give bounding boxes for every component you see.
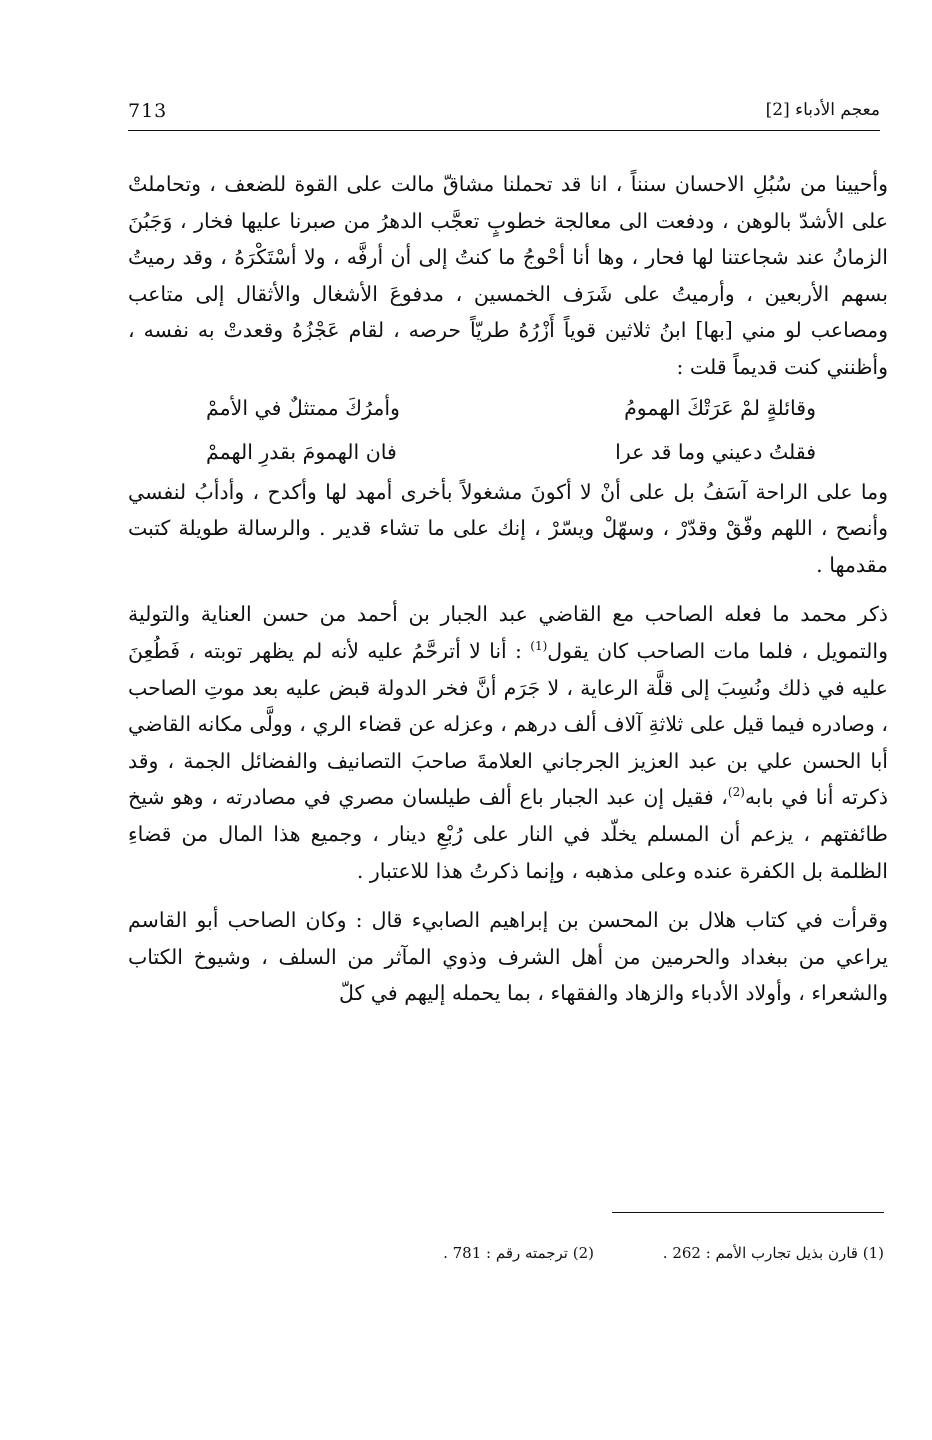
footnotes [290,1244,884,1274]
paragraph-hilal: وقرأت في كتاب هلال بن المحسن بن إبراهيم الصابيء قال : وكان الصاحب أبو القاسم يراعي من ببغداد والحرمين من أهل الشرف وذوي المآثر من السلف ، وشيوخ الكتاب والشعراء ، وأولاد الأدباء والزهاد والفقهاء ، بما يحمله إليهم في كلّ [128,908,888,1006]
footnote-ref-1: (1) [530,639,548,654]
footnote-1: (1) قارن بذيل تجارب الأمم : 262 . [662,1244,884,1262]
verse-first-hemistich: وقائلةٍ لمْ عَرَتْكَ الهمومُ [624,395,816,420]
verse-first-hemistich: فقلتُ دعيني وما قد عرا [615,439,816,464]
footnote-2: (2) ترجمته رقم : 781 . [443,1244,594,1262]
paragraph-after-verse: وما على الراحة آسَفُ بل على أنْ لا أكونَ مشغولاً بأخرى أمهد لها وأكدح ، وأدأبُ لنفسي وأنصح ، اللهم وفّقْ وقدّرْ ، وسهّلْ ويسّرْ ، إنك على ما تشاء قدير . والرسالة طويلة كتبت مقدمها . [128,479,888,577]
verse-line [128,430,888,474]
page-header [128,100,880,130]
page-number: 713 [128,100,168,122]
paragraph-text: : أنا لا أترحَّمُ عليه لأنه لم يظهر توبته ، فَطُعِنَ عليه في ذلك ونُسِبَ إلى قلَّة الرعاية ، لا جَرَم أنَّ فخر الدولة قبض عليه بعد موتِ الصاحب ، وصادره فيما قيل على ثلاثةِ آلاف ألف درهم ، وعزله عن قضاء الري ، وولَّى مكانه القاضي أبا الحسن علي بن عبد العزيز الجرجاني العلامةَ صاحبَ التصانيف والفضائل الجمة ، وقد ذكرته أنا في بابه [128,638,888,810]
footnote-rule [612,1212,884,1213]
verse-second-hemistich: وأمرُكَ ممتثلٌ في الأممْ [206,395,400,420]
running-head: معجم الأدباء [2] [765,100,880,120]
header-rule [128,130,880,131]
verse-second-hemistich: فان الهمومَ بقدرِ الهممْ [206,439,397,464]
paragraph-abd-al-jabbar [128,596,888,889]
paragraph-text: ذكر محمد ما فعله الصاحب مع القاضي عبد الجبار بن أحمد من حسن العناية والتولية والتمويل ، فلما مات الصاحب كان يقول [128,602,888,663]
footnote-ref-2: (2) [727,785,745,800]
main-text [128,166,888,1012]
verse-line [128,386,888,430]
paragraph-text: ، فقيل إن عبد الجبار باع ألف طيلسان مصري في مصادرته ، وهو شيخ طائفتهم ، يزعم أن المسلم يخلّد في النار على رُبْعِ دينار ، وجميع هذا المال من قضاءِ الظلمة بل الكفرة عنده وعلى مذهبه ، وإنما ذكرتُ هذا للاعتبار . [128,785,888,883]
verse-block [128,386,888,474]
paragraph-letter: وأحيينا من سُبُلِ الاحسان سنناً ، انا قد تحملنا مشاقّ مالت على القوة للضعف ، وتحاملتْ على الأشدّ بالوهن ، ودفعت الى معالجة خطوبٍ تعجَّب الدهرُ من صبرنا عليها فخار ، وَجَبُنَ الزمانُ عند شجاعتنا لها فحار ، وها أنا أحْوجُ ما كنتُ إلى أن أرفَّه ، ولا أسْتَكْرَهُ ، وقد رميتُ بسهم الأربعين ، وأرميتُ على شَرَف الخمسين ، مدفوعَ الأشغال والأثقال إلى متاعب ومصاعب لو مني [بها] ابنُ ثلاثين قوياً أَزْرُهُ طريّاً حرصه ، لقام عَجْزُهُ وقعدتْ به نفسه ، وأظنني كنت قديماً قلت : [128,172,888,379]
